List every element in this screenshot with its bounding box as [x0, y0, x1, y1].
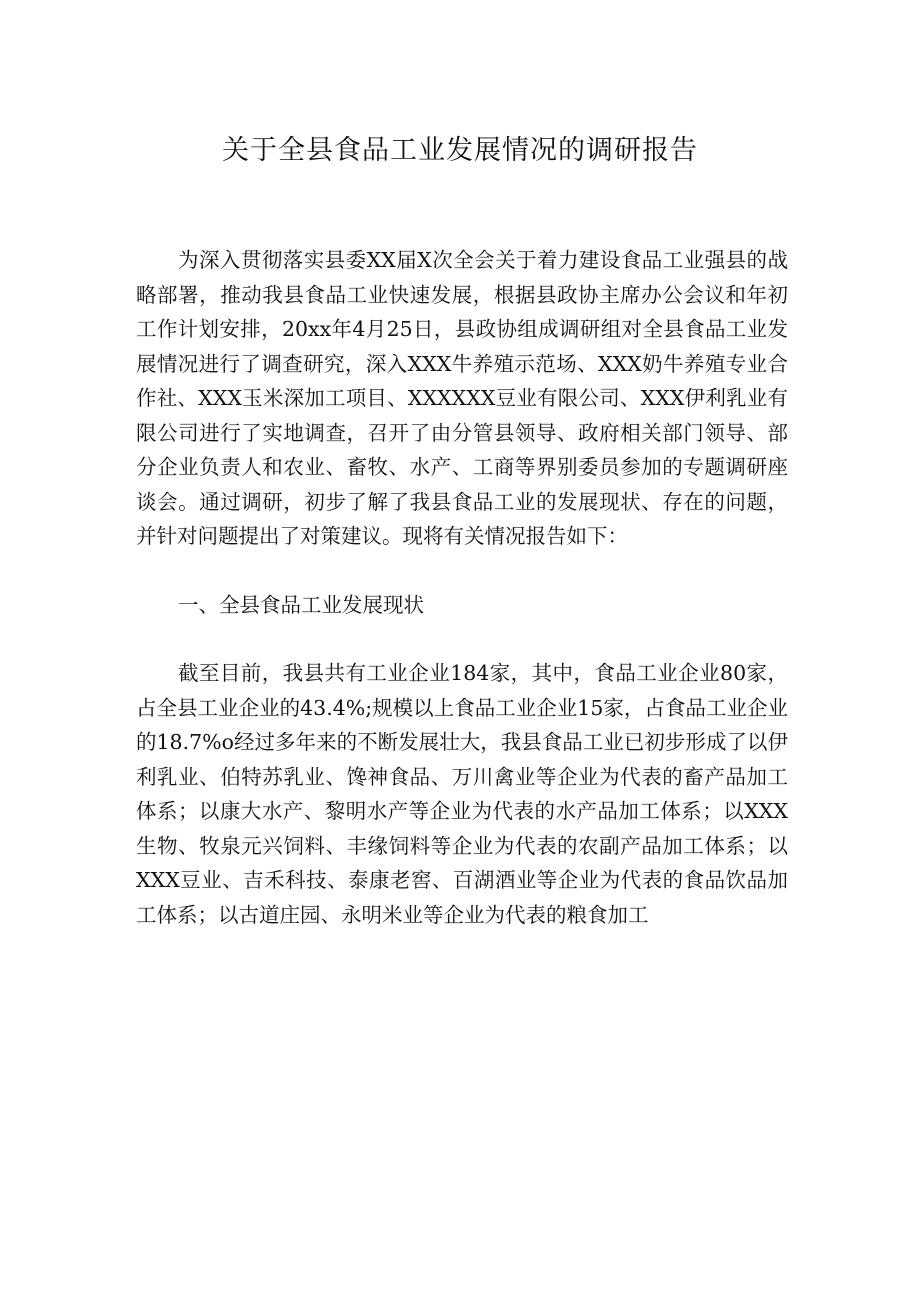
- section-heading: 一、全县食品工业发展现状: [178, 592, 424, 617]
- status-paragraph: 截至目前，我县共有工业企业184家，其中，食品工业企业80家，占全县工业企业的43.4%;规模以上食品工业企业15家，占食品工业企业的18.7%o经过多年来的不断发展壮大，我县食品工业已初步形成了以伊利乳业、伯特苏乳业、馋神食品、万川禽业等企业为代表的畜产品加工体系；以康大水产、黎明水产等企业为代表的水产品加工体系；以XXX生物、牧泉元兴饲料、丰缘饲料等企业为代表的农副产品加工体系；以XXX豆业、吉禾科技、泰康老窖、百湖酒业等企业为代表的食品饮品加工体系；以古道庄园、永明米业等企业为代表的粮食加工: [136, 661, 788, 927]
- intro-paragraph: 为深入贯彻落实县委XX届X次全会关于着力建设食品工业强县的战略部署，推动我县食品工业快速发展，根据县政协主席办公会议和年初工作计划安排，20xx年4月25日，县政协组成调研组对全县食品工业发展情况进行了调查研究，深入XXX牛养殖示范场、XXX奶牛养殖专业合作社、XXX玉米深加工项目、XXXXXX豆业有限公司、XXX伊利乳业有限公司进行了实地调查，召开了由分管县领导、政府相关部门领导、部分企业负责人和农业、畜牧、水产、工商等界别委员参加的专题调研座谈会。通过调研，初步了解了我县食品工业的发展现状、存在的问题，并针对问题提出了对策建议。现将有关情况报告如下：: [136, 248, 788, 548]
- document-title: 关于全县食品工业发展情况的调研报告: [222, 135, 698, 166]
- document-body: [136, 243, 788, 932]
